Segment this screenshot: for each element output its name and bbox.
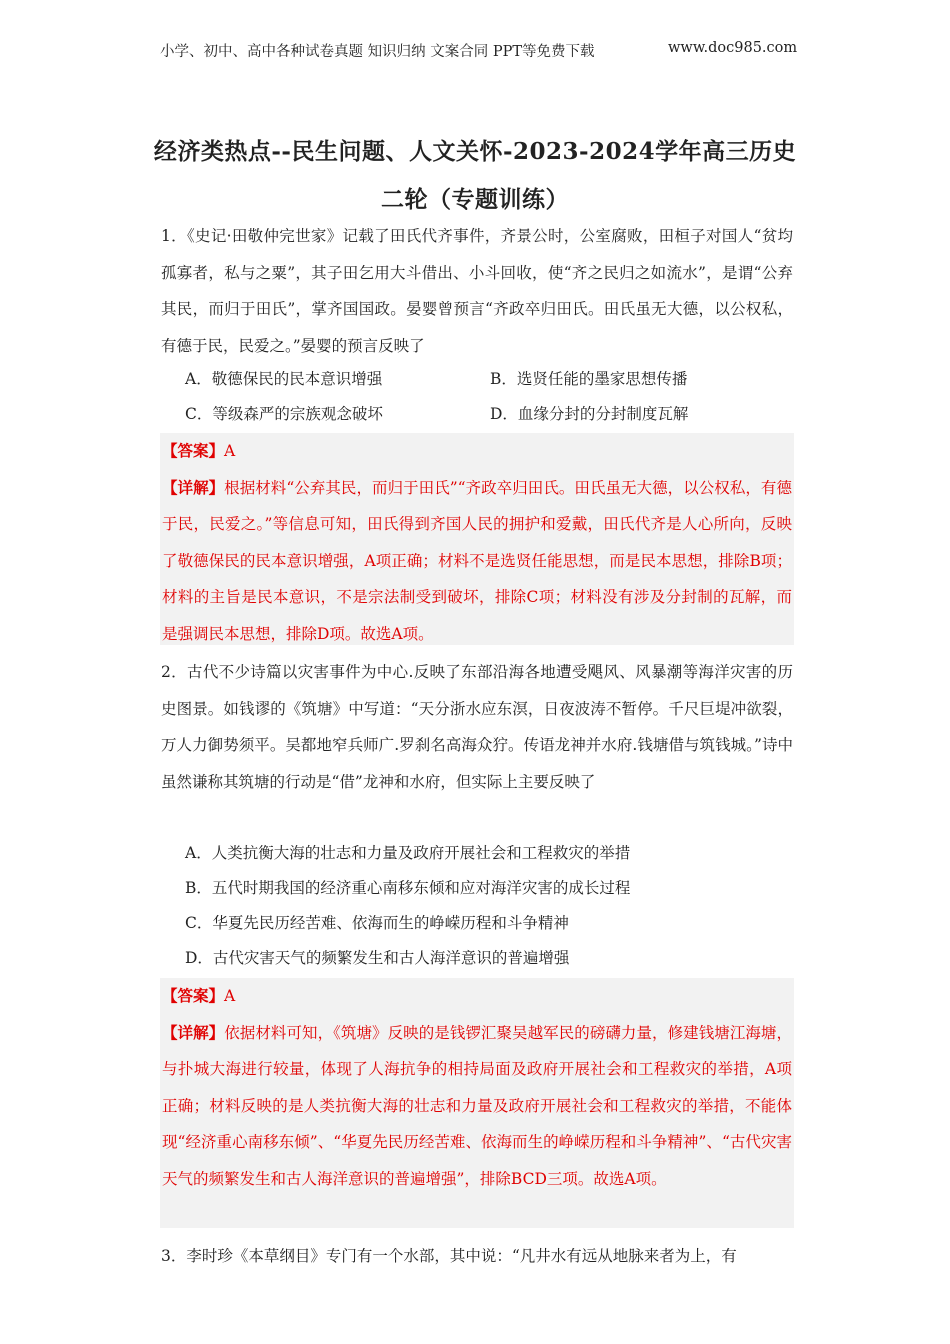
answer-label: 【答案】 — [162, 441, 225, 460]
detail-label: 【详解】 — [162, 1022, 225, 1042]
detail-text: 依据材料可知，《筑塘》反映的是钱锣汇聚吴越军民的磅礴力量，修建钱塘江海塘，与扑城大海进行较量，体现了人海抗争的相持局面及政府开展社会和工程救灾的举措，A项正确；材料反映的是人类抗衡大海的壮志和力量及政府开展社会和工程救灾的举措，不能体现“经济重心南移东倾”、“华夏先民历经苦难、依海而生的峥嵘历程和斗争精神”、“古代灾害天气的频繁发生和古人海洋意识的普遍增强”，排除BCD三项。故选A项。 — [162, 1023, 792, 1188]
question-2-options — [185, 836, 630, 976]
question-2-answer — [162, 978, 792, 1015]
title-line-2: 二轮（专题训练） — [381, 186, 569, 213]
question-2-detail — [162, 1015, 792, 1198]
detail-label: 【详解】 — [162, 477, 225, 497]
question-2-option-c: C．华夏先民历经苦难、依海而生的峥嵘历程和斗争精神 — [185, 914, 569, 932]
question-1-stem: 1．《史记·田敬仲完世家》记载了田氏代齐事件，齐景公时，公室腐败，田桓子对国人“贫均孤寡者，私与之粟”，其子田乞用大斗借出、小斗回收，使“齐之民归之如流水”，是谓“公弃其民，而归于田氏”，掌齐国国政。晏婴曾预言“齐政卒归田氏。田氏虽无大德，以公权私，有德于民，民爱之。”晏婴的预言反映了 — [161, 227, 793, 355]
question-1-answer — [162, 433, 792, 470]
header-site-link[interactable]: www.doc985.com — [668, 40, 798, 56]
answer-value: A — [224, 442, 236, 460]
question-3-stem: 3．李时珍《本草纲目》专门有一个水部，其中说：“凡井水有远从地脉来者为上，有 — [161, 1247, 737, 1265]
header-text: 小学、初中、高中各种试卷真题 知识归纳 文案合同 PPT等免费下载 — [160, 44, 595, 60]
document-title — [150, 128, 800, 224]
page-header — [160, 40, 800, 61]
question-1-detail — [162, 470, 792, 653]
question-1-option-row — [185, 362, 785, 397]
question-1-option-d: D．血缘分封的分封制度瓦解 — [490, 405, 689, 423]
question-1-option-b: B．选贤任能的墨家思想传播 — [490, 370, 688, 388]
question-1-option-c: C．等级森严的宗族观念破坏 — [185, 405, 383, 423]
detail-text: 根据材料“公弃其民，而归于田氏”“齐政卒归田氏。田氏虽无大德，以公权私，有德于民，民爱之。”等信息可知，田氏得到齐国人民的拥护和爱戴，田氏代齐是人心所向，反映了敬德保民的民本意识增强，A项正确；材料不是选贤任能思想，而是民本思想，排除B项；材料的主旨是民本意识，不是宗法制受到破坏，排除C项；材料没有涉及分封制的瓦解，而是强调民本思想，排除D项。故选A项。 — [162, 478, 792, 643]
question-1-options — [185, 362, 785, 432]
answer-value: A — [224, 987, 236, 1005]
question-1-option-row — [185, 397, 785, 432]
question-2-option-b: B．五代时期我国的经济重心南移东倾和应对海洋灾害的成长过程 — [185, 879, 631, 897]
question-2-option-d: D．古代灾害天气的频繁发生和古人海洋意识的普遍增强 — [185, 949, 570, 967]
question-2-answer-box — [160, 978, 794, 1228]
question-2-option-a: A．人类抗衡大海的壮志和力量及政府开展社会和工程救灾的举措 — [185, 844, 631, 862]
title-line-1: 经济类热点--民生问题、人文关怀-2023-2024学年高三历史 — [153, 138, 797, 165]
question-2-stem: 2．古代不少诗篇以灾害事件为中心.反映了东部沿海各地遭受飓风、风暴潮等海洋灾害的历史图景。如钱谬的《筑塘》中写道：“天分浙水应东溟，日夜波涛不暂停。千尺巨堤冲欲裂，万人力御势须平。吴都地窄兵师广.罗刹名高海众狞。传语龙神并水府.钱塘借与筑钱城。”诗中虽然谦称其筑塘的行动是“借”龙神和水府，但实际上主要反映了 — [161, 663, 793, 791]
question-1-answer-box — [160, 433, 794, 645]
answer-label: 【答案】 — [162, 986, 225, 1005]
question-1-option-a: A．敬德保民的民本意识增强 — [185, 370, 383, 388]
